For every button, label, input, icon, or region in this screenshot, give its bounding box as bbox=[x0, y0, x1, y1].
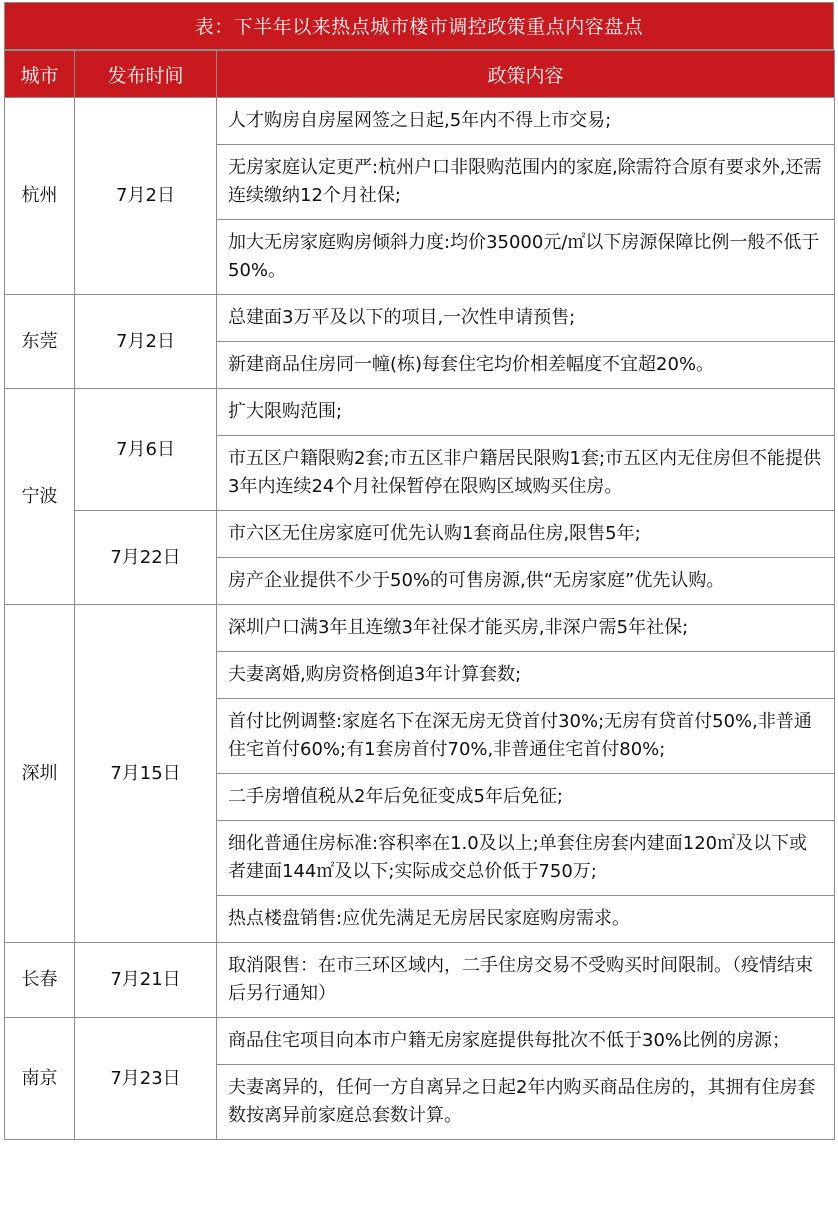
table-row bbox=[5, 943, 835, 1018]
date-cell: 7月21日 bbox=[75, 943, 217, 1018]
policy-item-cell: 热点楼盘销售:应优先满足无房居民家庭购房需求。 bbox=[217, 896, 835, 943]
city-cell: 深圳 bbox=[5, 605, 75, 943]
table-row bbox=[5, 98, 835, 145]
table-row bbox=[5, 295, 835, 342]
city-cell: 宁波 bbox=[5, 389, 75, 605]
date-cell: 7月23日 bbox=[75, 1018, 217, 1140]
date-cell: 7月2日 bbox=[75, 98, 217, 295]
date-cell: 7月2日 bbox=[75, 295, 217, 389]
policy-item-cell: 人才购房自房屋网签之日起,5年内不得上市交易; bbox=[217, 98, 835, 145]
policy-item-cell: 夫妻离异的，任何一方自离异之日起2年内购买商品住房的，其拥有住房套数按离异前家庭总套数计算。 bbox=[217, 1065, 835, 1140]
policy-item-cell: 市五区户籍限购2套;市五区非户籍居民限购1套;市五区内无住房但不能提供3年内连续24个月社保暂停在限购区域购买住房。 bbox=[217, 436, 835, 511]
policy-item-cell: 扩大限购范围; bbox=[217, 389, 835, 436]
policy-item-cell: 加大无房家庭购房倾斜力度:均价35000元/㎡以下房源保障比例一般不低于50%。 bbox=[217, 220, 835, 295]
policy-item-cell: 二手房增值税从2年后免征变成5年后免征; bbox=[217, 774, 835, 821]
table-row bbox=[5, 389, 835, 436]
header-date: 发布时间 bbox=[75, 51, 217, 98]
header-city: 城市 bbox=[5, 51, 75, 98]
policy-item-cell: 房产企业提供不少于50%的可售房源,供“无房家庭”优先认购。 bbox=[217, 558, 835, 605]
table-body bbox=[5, 98, 835, 1140]
policy-item-cell: 市六区无住房家庭可优先认购1套商品住房,限售5年; bbox=[217, 511, 835, 558]
city-cell: 南京 bbox=[5, 1018, 75, 1140]
city-cell: 东莞 bbox=[5, 295, 75, 389]
table-title: 表：下半年以来热点城市楼市调控政策重点内容盘点 bbox=[4, 2, 834, 50]
city-cell: 杭州 bbox=[5, 98, 75, 295]
header-row bbox=[5, 51, 835, 98]
table-row bbox=[5, 1018, 835, 1065]
date-cell: 7月22日 bbox=[75, 511, 217, 605]
policy-table bbox=[4, 50, 835, 1140]
policy-item-cell: 无房家庭认定更严:杭州户口非限购范围内的家庭,除需符合原有要求外,还需连续缴纳12个月社保; bbox=[217, 145, 835, 220]
policy-document bbox=[4, 2, 834, 1140]
date-cell: 7月15日 bbox=[75, 605, 217, 943]
table-row bbox=[5, 605, 835, 652]
policy-item-cell: 夫妻离婚,购房资格倒追3年计算套数; bbox=[217, 652, 835, 699]
policy-item-cell: 深圳户口满3年且连缴3年社保才能买房,非深户需5年社保; bbox=[217, 605, 835, 652]
header-policy: 政策内容 bbox=[217, 51, 835, 98]
policy-item-cell: 细化普通住房标准:容积率在1.0及以上;单套住房套内建面120㎡及以下或者建面144㎡及以下;实际成交总价低于750万; bbox=[217, 821, 835, 896]
policy-item-cell: 取消限售：在市三环区域内，二手住房交易不受购买时间限制。（疫情结束后另行通知） bbox=[217, 943, 835, 1018]
policy-item-cell: 首付比例调整:家庭名下在深无房无贷首付30%;无房有贷首付50%,非普通住宅首付60%;有1套房首付70%,非普通住宅首付80%; bbox=[217, 699, 835, 774]
policy-item-cell: 商品住宅项目向本市户籍无房家庭提供每批次不低于30%比例的房源； bbox=[217, 1018, 835, 1065]
policy-item-cell: 总建面3万平及以下的项目,一次性申请预售; bbox=[217, 295, 835, 342]
table-row bbox=[5, 511, 835, 558]
policy-item-cell: 新建商品住房同一幢(栋)每套住宅均价相差幅度不宜超20%。 bbox=[217, 342, 835, 389]
city-cell: 长春 bbox=[5, 943, 75, 1018]
date-cell: 7月6日 bbox=[75, 389, 217, 511]
